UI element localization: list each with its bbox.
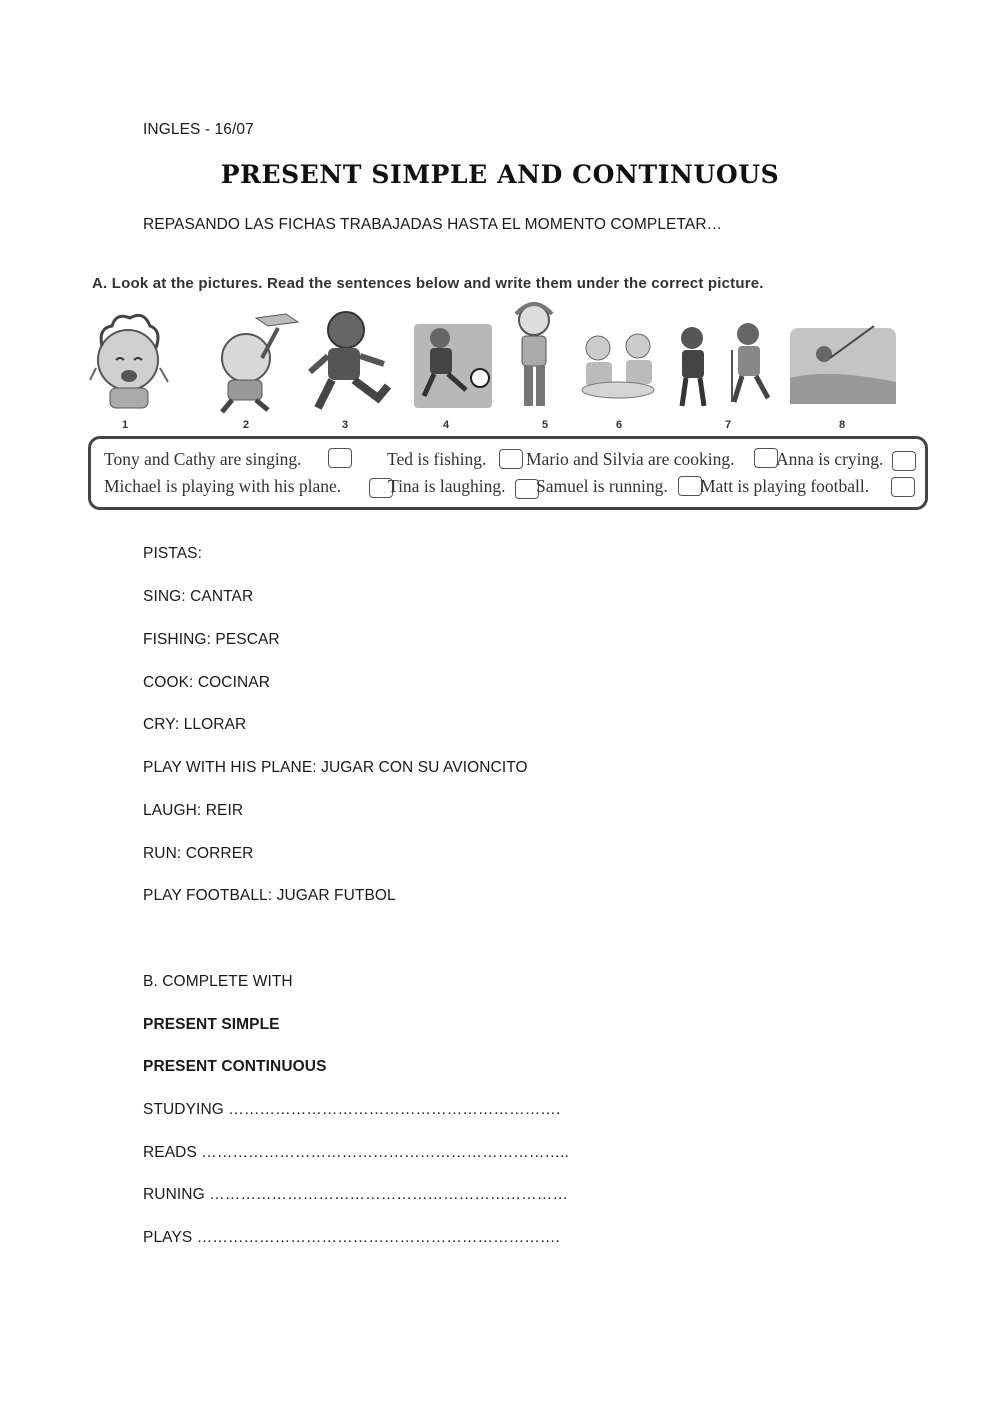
sentence: Tony and Cathy are singing. xyxy=(104,449,302,469)
answer-checkbox[interactable] xyxy=(678,476,702,496)
picture-number: 3 xyxy=(341,419,349,431)
football-player-picture xyxy=(414,324,492,408)
picture-number: 7 xyxy=(724,419,732,431)
page-title: PRESENT SIMPLE AND CONTINUOUS xyxy=(220,160,780,189)
sentence: Tina is laughing. xyxy=(388,476,506,496)
picture-number: 4 xyxy=(442,419,450,431)
sentence: Ted is fishing. xyxy=(387,449,487,469)
laughing-girl-picture xyxy=(516,304,552,406)
fill-line-reads[interactable]: READS …………………………………………………………….. xyxy=(143,1144,569,1161)
cooking-children-picture xyxy=(582,334,654,398)
pictures-strip xyxy=(88,298,908,416)
hint-item: FISHING: PESCAR xyxy=(143,631,280,648)
option-present-continuous: PRESENT CONTINUOUS xyxy=(143,1058,327,1075)
boy-with-plane-picture xyxy=(222,314,298,412)
sentence: Matt is playing football. xyxy=(700,476,870,496)
hint-item: PLAY WITH HIS PLANE: JUGAR CON SU AVIONCITO xyxy=(143,759,528,776)
intro-text: REPASANDO LAS FICHAS TRABAJADAS HASTA EL MOMENTO COMPLETAR… xyxy=(143,216,723,233)
sentence: Mario and Silvia are cooking. xyxy=(526,449,735,469)
exercise-b-heading: B. COMPLETE WITH xyxy=(143,973,293,990)
picture-number: 2 xyxy=(242,419,250,431)
picture-number: 5 xyxy=(541,419,549,431)
fill-line-plays[interactable]: PLAYS ……………………………………………………………. xyxy=(143,1229,560,1246)
hints-label: PISTAS: xyxy=(143,545,202,562)
picture-number: 1 xyxy=(121,419,129,431)
sentence: Samuel is running. xyxy=(536,476,668,496)
fill-line-studying[interactable]: STUDYING ………………………………………………………. xyxy=(143,1101,561,1118)
fishing-picture xyxy=(790,326,896,404)
hint-item: PLAY FOOTBALL: JUGAR FUTBOL xyxy=(143,887,396,904)
option-present-simple: PRESENT SIMPLE xyxy=(143,1016,280,1033)
hint-item: RUN: CORRER xyxy=(143,845,254,862)
picture-number: 8 xyxy=(838,419,846,431)
hint-item: LAUGH: REIR xyxy=(143,802,244,819)
sentence: Michael is playing with his plane. xyxy=(104,476,342,496)
hint-item: COOK: COCINAR xyxy=(143,674,271,691)
crying-girl-picture xyxy=(90,315,168,408)
answer-checkbox[interactable] xyxy=(328,448,352,468)
sentence: Anna is crying. xyxy=(776,449,884,469)
exercise-a-instruction: A. Look at the pictures. Read the sentences below and write them under the correct picture. xyxy=(92,275,764,292)
answer-checkbox[interactable] xyxy=(499,449,523,469)
hint-item: CRY: LLORAR xyxy=(143,716,247,733)
running-boy-picture xyxy=(310,312,388,408)
answer-checkbox[interactable] xyxy=(754,448,778,468)
fill-line-runing[interactable]: RUNING …………………………………………………………… xyxy=(143,1186,568,1203)
sentence-box xyxy=(88,436,928,510)
answer-checkbox[interactable] xyxy=(892,451,916,471)
picture-number: 6 xyxy=(615,419,623,431)
course-date: INGLES - 16/07 xyxy=(143,121,254,138)
singing-children-picture xyxy=(681,323,768,406)
answer-checkbox[interactable] xyxy=(891,477,915,497)
hint-item: SING: CANTAR xyxy=(143,588,254,605)
